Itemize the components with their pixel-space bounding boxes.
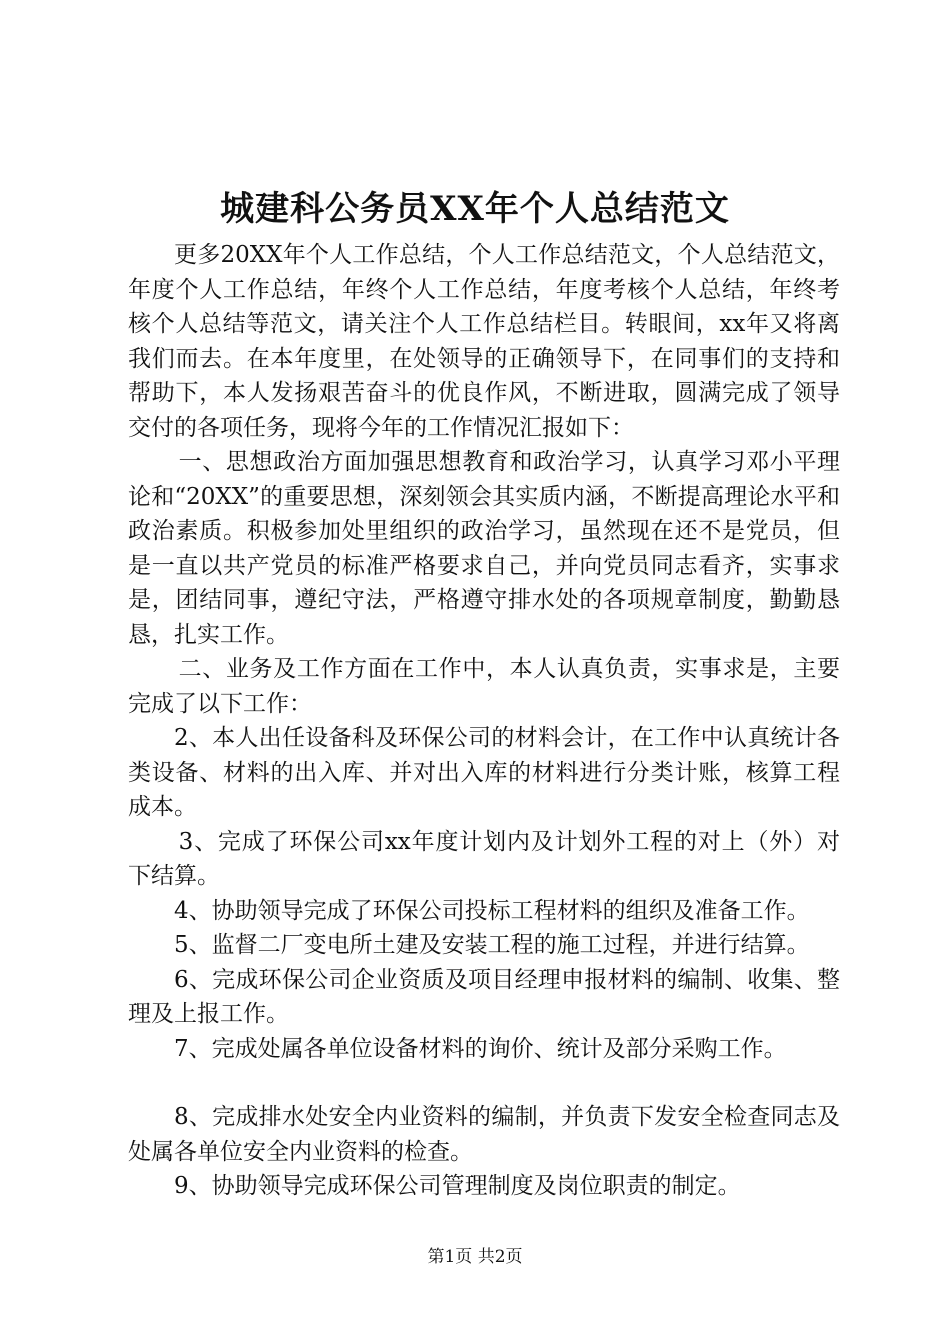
paragraph-item-4: 4、协助领导完成了环保公司投标工程材料的组织及准备工作。	[174, 897, 810, 924]
paragraph-intro: 更多20XX年个人工作总结，个人工作总结范文，个人总结范文，年度个人工作总结，年终个人工作总结，年度考核个人总结，年终考核个人总结等范文，请关注个人工作总结栏目。转眼间，xx年又将离我们而去。在本年度里，在处领导的正确领导下，在同事们的支持和帮助下，本人发扬艰苦奋斗的优良作风，不断进取，圆满完成了领导交付的各项任务，现将今年的工作情况汇报如下：	[128, 242, 840, 441]
paragraph-item-8: 8、完成排水处安全内业资料的编制，并负责下发安全检查同志及处属各单位安全内业资料的检查。	[128, 1104, 840, 1165]
paragraph-item-5: 5、监督二厂变电所土建及安装工程的施工过程，并进行结算。	[174, 932, 810, 958]
paragraph-business: 二、业务及工作方面在工作中，本人认真负责，实事求是，主要完成了以下工作：	[128, 656, 840, 717]
page-footer: 第1页 共2页	[427, 1247, 523, 1267]
paragraph-political: 一、思想政治方面加强思想教育和政治学习，认真学习邓小平理论和“20XX”的重要思想，深刻领会其实质内涵，不断提高理论水平和政治素质。积极参加处里组织的政治学习，虽然现在还不是党员，但是一直以共产党员的标准严格要求自己，并向党员同志看齐，实事求是，团结同事，遵纪守法，严格遵守排水处的各项规章制度，勤勤恳恳，扎实工作。	[128, 449, 840, 648]
paragraph-item-6: 6、完成环保公司企业资质及项目经理申报材料的编制、收集、整理及上报工作。	[128, 966, 840, 1027]
paragraph-item-9: 9、协助领导完成环保公司管理制度及岗位职责的制定。	[174, 1173, 741, 1199]
paragraph-item-7: 7、完成处属各单位设备材料的询价、统计及部分采购工作。	[174, 1035, 787, 1062]
paragraph-item-2: 2、本人出任设备科及环保公司的材料会计，在工作中认真统计各类设备、材料的出入库、并对出入库的材料进行分类计账，核算工程成本。	[128, 725, 840, 820]
document-title: 城建科公务员XX年个人总结范文	[220, 189, 730, 229]
paragraph-item-3: 3、完成了环保公司xx年度计划内及计划外工程的对上（外）对下结算。	[128, 828, 840, 889]
document-body	[128, 238, 840, 1204]
